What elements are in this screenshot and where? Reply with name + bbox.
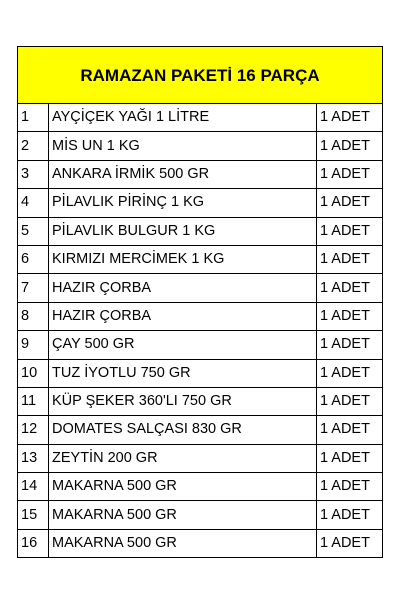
item-name: TUZ İYOTLU 750 GR [49, 359, 317, 387]
item-name: MAKARNA 500 GR [49, 529, 317, 557]
item-quantity: 1 ADET [317, 444, 383, 472]
row-number: 16 [18, 529, 49, 557]
table-row [18, 387, 383, 415]
row-number: 14 [18, 473, 49, 501]
row-number: 11 [18, 387, 49, 415]
item-quantity: 1 ADET [317, 245, 383, 273]
table-row [18, 302, 383, 330]
item-name: DOMATES SALÇASI 830 GR [49, 416, 317, 444]
item-quantity: 1 ADET [317, 416, 383, 444]
table-row [18, 444, 383, 472]
row-number: 2 [18, 132, 49, 160]
item-quantity: 1 ADET [317, 217, 383, 245]
table-row [18, 217, 383, 245]
item-quantity: 1 ADET [317, 359, 383, 387]
table-body [18, 47, 383, 558]
item-quantity: 1 ADET [317, 274, 383, 302]
item-quantity: 1 ADET [317, 529, 383, 557]
table-title: RAMAZAN PAKETİ 16 PARÇA [18, 47, 383, 104]
item-name: ÇAY 500 GR [49, 331, 317, 359]
package-contents-table [17, 46, 383, 558]
item-quantity: 1 ADET [317, 104, 383, 132]
row-number: 15 [18, 501, 49, 529]
table-row [18, 132, 383, 160]
row-number: 13 [18, 444, 49, 472]
table-row [18, 245, 383, 273]
row-number: 6 [18, 245, 49, 273]
row-number: 4 [18, 189, 49, 217]
item-name: KIRMIZI MERCİMEK 1 KG [49, 245, 317, 273]
item-name: PİLAVLIK PİRİNÇ 1 KG [49, 189, 317, 217]
table-row [18, 160, 383, 188]
table-row [18, 473, 383, 501]
item-quantity: 1 ADET [317, 501, 383, 529]
item-quantity: 1 ADET [317, 473, 383, 501]
row-number: 10 [18, 359, 49, 387]
table-row [18, 529, 383, 557]
table-row [18, 189, 383, 217]
row-number: 7 [18, 274, 49, 302]
item-name: AYÇİÇEK YAĞI 1 LİTRE [49, 104, 317, 132]
row-number: 3 [18, 160, 49, 188]
item-name: HAZIR ÇORBA [49, 274, 317, 302]
row-number: 8 [18, 302, 49, 330]
table-row [18, 104, 383, 132]
item-quantity: 1 ADET [317, 189, 383, 217]
row-number: 12 [18, 416, 49, 444]
table-row [18, 274, 383, 302]
item-quantity: 1 ADET [317, 302, 383, 330]
table-row [18, 416, 383, 444]
item-name: ANKARA İRMİK 500 GR [49, 160, 317, 188]
item-name: MİS UN 1 KG [49, 132, 317, 160]
row-number: 1 [18, 104, 49, 132]
item-name: PİLAVLIK BULGUR 1 KG [49, 217, 317, 245]
item-quantity: 1 ADET [317, 331, 383, 359]
table-row [18, 331, 383, 359]
item-name: ZEYTİN 200 GR [49, 444, 317, 472]
row-number: 5 [18, 217, 49, 245]
item-quantity: 1 ADET [317, 387, 383, 415]
item-quantity: 1 ADET [317, 160, 383, 188]
table-row [18, 359, 383, 387]
title-row [18, 47, 383, 104]
item-name: HAZIR ÇORBA [49, 302, 317, 330]
item-name: KÜP ŞEKER 360'LI 750 GR [49, 387, 317, 415]
table-row [18, 501, 383, 529]
item-quantity: 1 ADET [317, 132, 383, 160]
row-number: 9 [18, 331, 49, 359]
item-name: MAKARNA 500 GR [49, 501, 317, 529]
item-name: MAKARNA 500 GR [49, 473, 317, 501]
